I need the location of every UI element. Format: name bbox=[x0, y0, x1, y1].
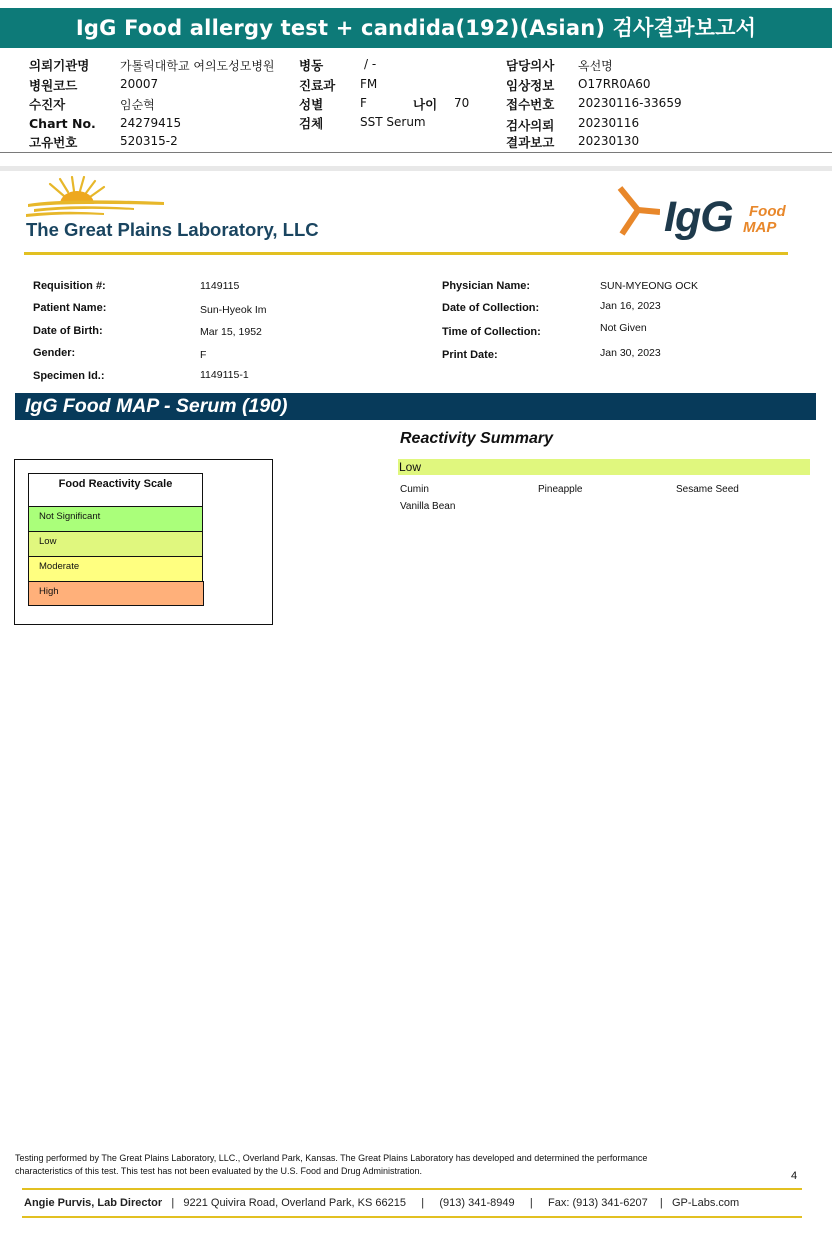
info-label: Date of Collection: bbox=[442, 302, 540, 314]
section-title: IgG Food MAP - Serum (190) bbox=[15, 393, 816, 420]
header-label: 임상정보 bbox=[506, 78, 555, 93]
header-label: Chart No. bbox=[29, 116, 96, 131]
header-label: 수진자 bbox=[29, 97, 66, 112]
info-label: Patient Name: bbox=[33, 302, 107, 314]
lab-director: Angie Purvis, Lab Director bbox=[24, 1197, 163, 1209]
info-value: Jan 30, 2023 bbox=[600, 347, 661, 359]
header-label: 병동 bbox=[299, 58, 324, 73]
header-value: 20230116-33659 bbox=[578, 96, 682, 110]
divider bbox=[24, 252, 788, 255]
age-value: 70 bbox=[454, 96, 470, 110]
disclaimer bbox=[15, 1152, 785, 1178]
header-value: 20230130 bbox=[578, 134, 640, 148]
footer-contact: Angie Purvis, Lab Director | 9221 Quivira Road, Overland Park, KS 66215 | (913) 341-8949 | Fax: (913) 341-6207 | GP-Labs.com bbox=[24, 1197, 740, 1209]
info-label: Gender: bbox=[33, 347, 76, 359]
antibody-icon bbox=[616, 186, 660, 238]
header-label: 고유번호 bbox=[29, 135, 78, 150]
disclaimer-line: characteristics of this test. This test has not been evaluated by the U.S. Food and Drug Administration. bbox=[15, 1166, 423, 1176]
info-value: Jan 16, 2023 bbox=[600, 300, 661, 312]
sun-logo-icon bbox=[24, 176, 174, 220]
header-value: FM bbox=[360, 77, 378, 91]
info-label: Date of Birth: bbox=[33, 325, 103, 337]
header-value: / - bbox=[364, 57, 377, 71]
scale-level-low: Low bbox=[28, 532, 203, 557]
divider bbox=[0, 152, 832, 153]
divider bbox=[22, 1188, 802, 1190]
header-label: 성별 bbox=[299, 97, 324, 112]
info-value: 1149115-1 bbox=[200, 369, 249, 381]
reactivity-level-bar: Low bbox=[398, 459, 810, 475]
info-value: Mar 15, 1952 bbox=[200, 326, 262, 338]
address: 9221 Quivira Road, Overland Park, KS 66215 bbox=[183, 1197, 406, 1209]
page-number: 4 bbox=[791, 1170, 798, 1182]
divider bbox=[0, 166, 832, 171]
header-label: 접수번호 bbox=[506, 97, 555, 112]
info-value: Not Given bbox=[600, 322, 647, 334]
food-item: Vanilla Bean bbox=[400, 501, 456, 512]
header-value: 20007 bbox=[120, 77, 159, 91]
header-value: O17RR0A60 bbox=[578, 77, 651, 91]
website-link[interactable]: GP-Labs.com bbox=[671, 1197, 740, 1209]
lab-name: The Great Plains Laboratory, LLC bbox=[26, 219, 319, 240]
header-label: 검체 bbox=[299, 116, 324, 131]
header-value: 옥선명 bbox=[578, 59, 613, 73]
divider bbox=[22, 1216, 802, 1218]
age-label: 나이 bbox=[413, 97, 438, 112]
header-value: 임순혁 bbox=[120, 98, 155, 112]
phone: (913) 341-8949 bbox=[439, 1197, 515, 1209]
header-label: 병원코드 bbox=[29, 78, 78, 93]
reactivity-summary-title: Reactivity Summary bbox=[400, 430, 553, 447]
food-item: Pineapple bbox=[538, 484, 583, 495]
disclaimer-line: Testing performed by The Great Plains Laboratory, LLC., Overland Park, Kansas. The Great Plains Laboratory has developed and determined the performance bbox=[15, 1153, 648, 1163]
food-item: Cumin bbox=[400, 484, 429, 495]
header-value: F bbox=[360, 96, 367, 110]
info-value: F bbox=[200, 349, 207, 361]
scale-level-high: High bbox=[28, 581, 204, 606]
info-label: Time of Collection: bbox=[442, 326, 541, 338]
header-label: 담당의사 bbox=[506, 58, 555, 73]
header-label: 검사의뢰 bbox=[506, 118, 555, 133]
header-label: 의뢰기관명 bbox=[29, 58, 90, 73]
logo-sub-food: Food bbox=[749, 203, 786, 220]
header-label: 진료과 bbox=[299, 78, 336, 93]
food-item: Sesame Seed bbox=[676, 484, 739, 495]
header-value: 가톨릭대학교 여의도성모병원 bbox=[120, 59, 275, 73]
info-value: 1149115 bbox=[200, 280, 240, 292]
scale-title: Food Reactivity Scale bbox=[28, 473, 203, 507]
info-label: Print Date: bbox=[442, 349, 498, 361]
info-label: Requisition #: bbox=[33, 280, 106, 292]
header-value: 520315-2 bbox=[120, 134, 178, 148]
header-value: 20230116 bbox=[578, 116, 640, 130]
scale-level-not-significant: Not Significant bbox=[28, 507, 203, 532]
fax: Fax: (913) 341-6207 bbox=[548, 1197, 648, 1209]
header-label: 결과보고 bbox=[506, 135, 555, 150]
igg-logo-word: IgG bbox=[664, 193, 733, 241]
info-label: Physician Name: bbox=[442, 280, 531, 292]
header-value: SST Serum bbox=[360, 115, 426, 129]
report-title: IgG Food allergy test + candida(192)(Asian) 검사결과보고서 bbox=[0, 8, 832, 48]
scale-level-moderate: Moderate bbox=[28, 557, 203, 582]
info-value: SUN-MYEONG OCK bbox=[600, 280, 699, 292]
info-label: Specimen Id.: bbox=[33, 370, 105, 382]
info-value: Sun-Hyeok Im bbox=[200, 304, 267, 316]
header-value: 24279415 bbox=[120, 116, 182, 130]
logo-sub-map: MAP bbox=[743, 219, 777, 236]
